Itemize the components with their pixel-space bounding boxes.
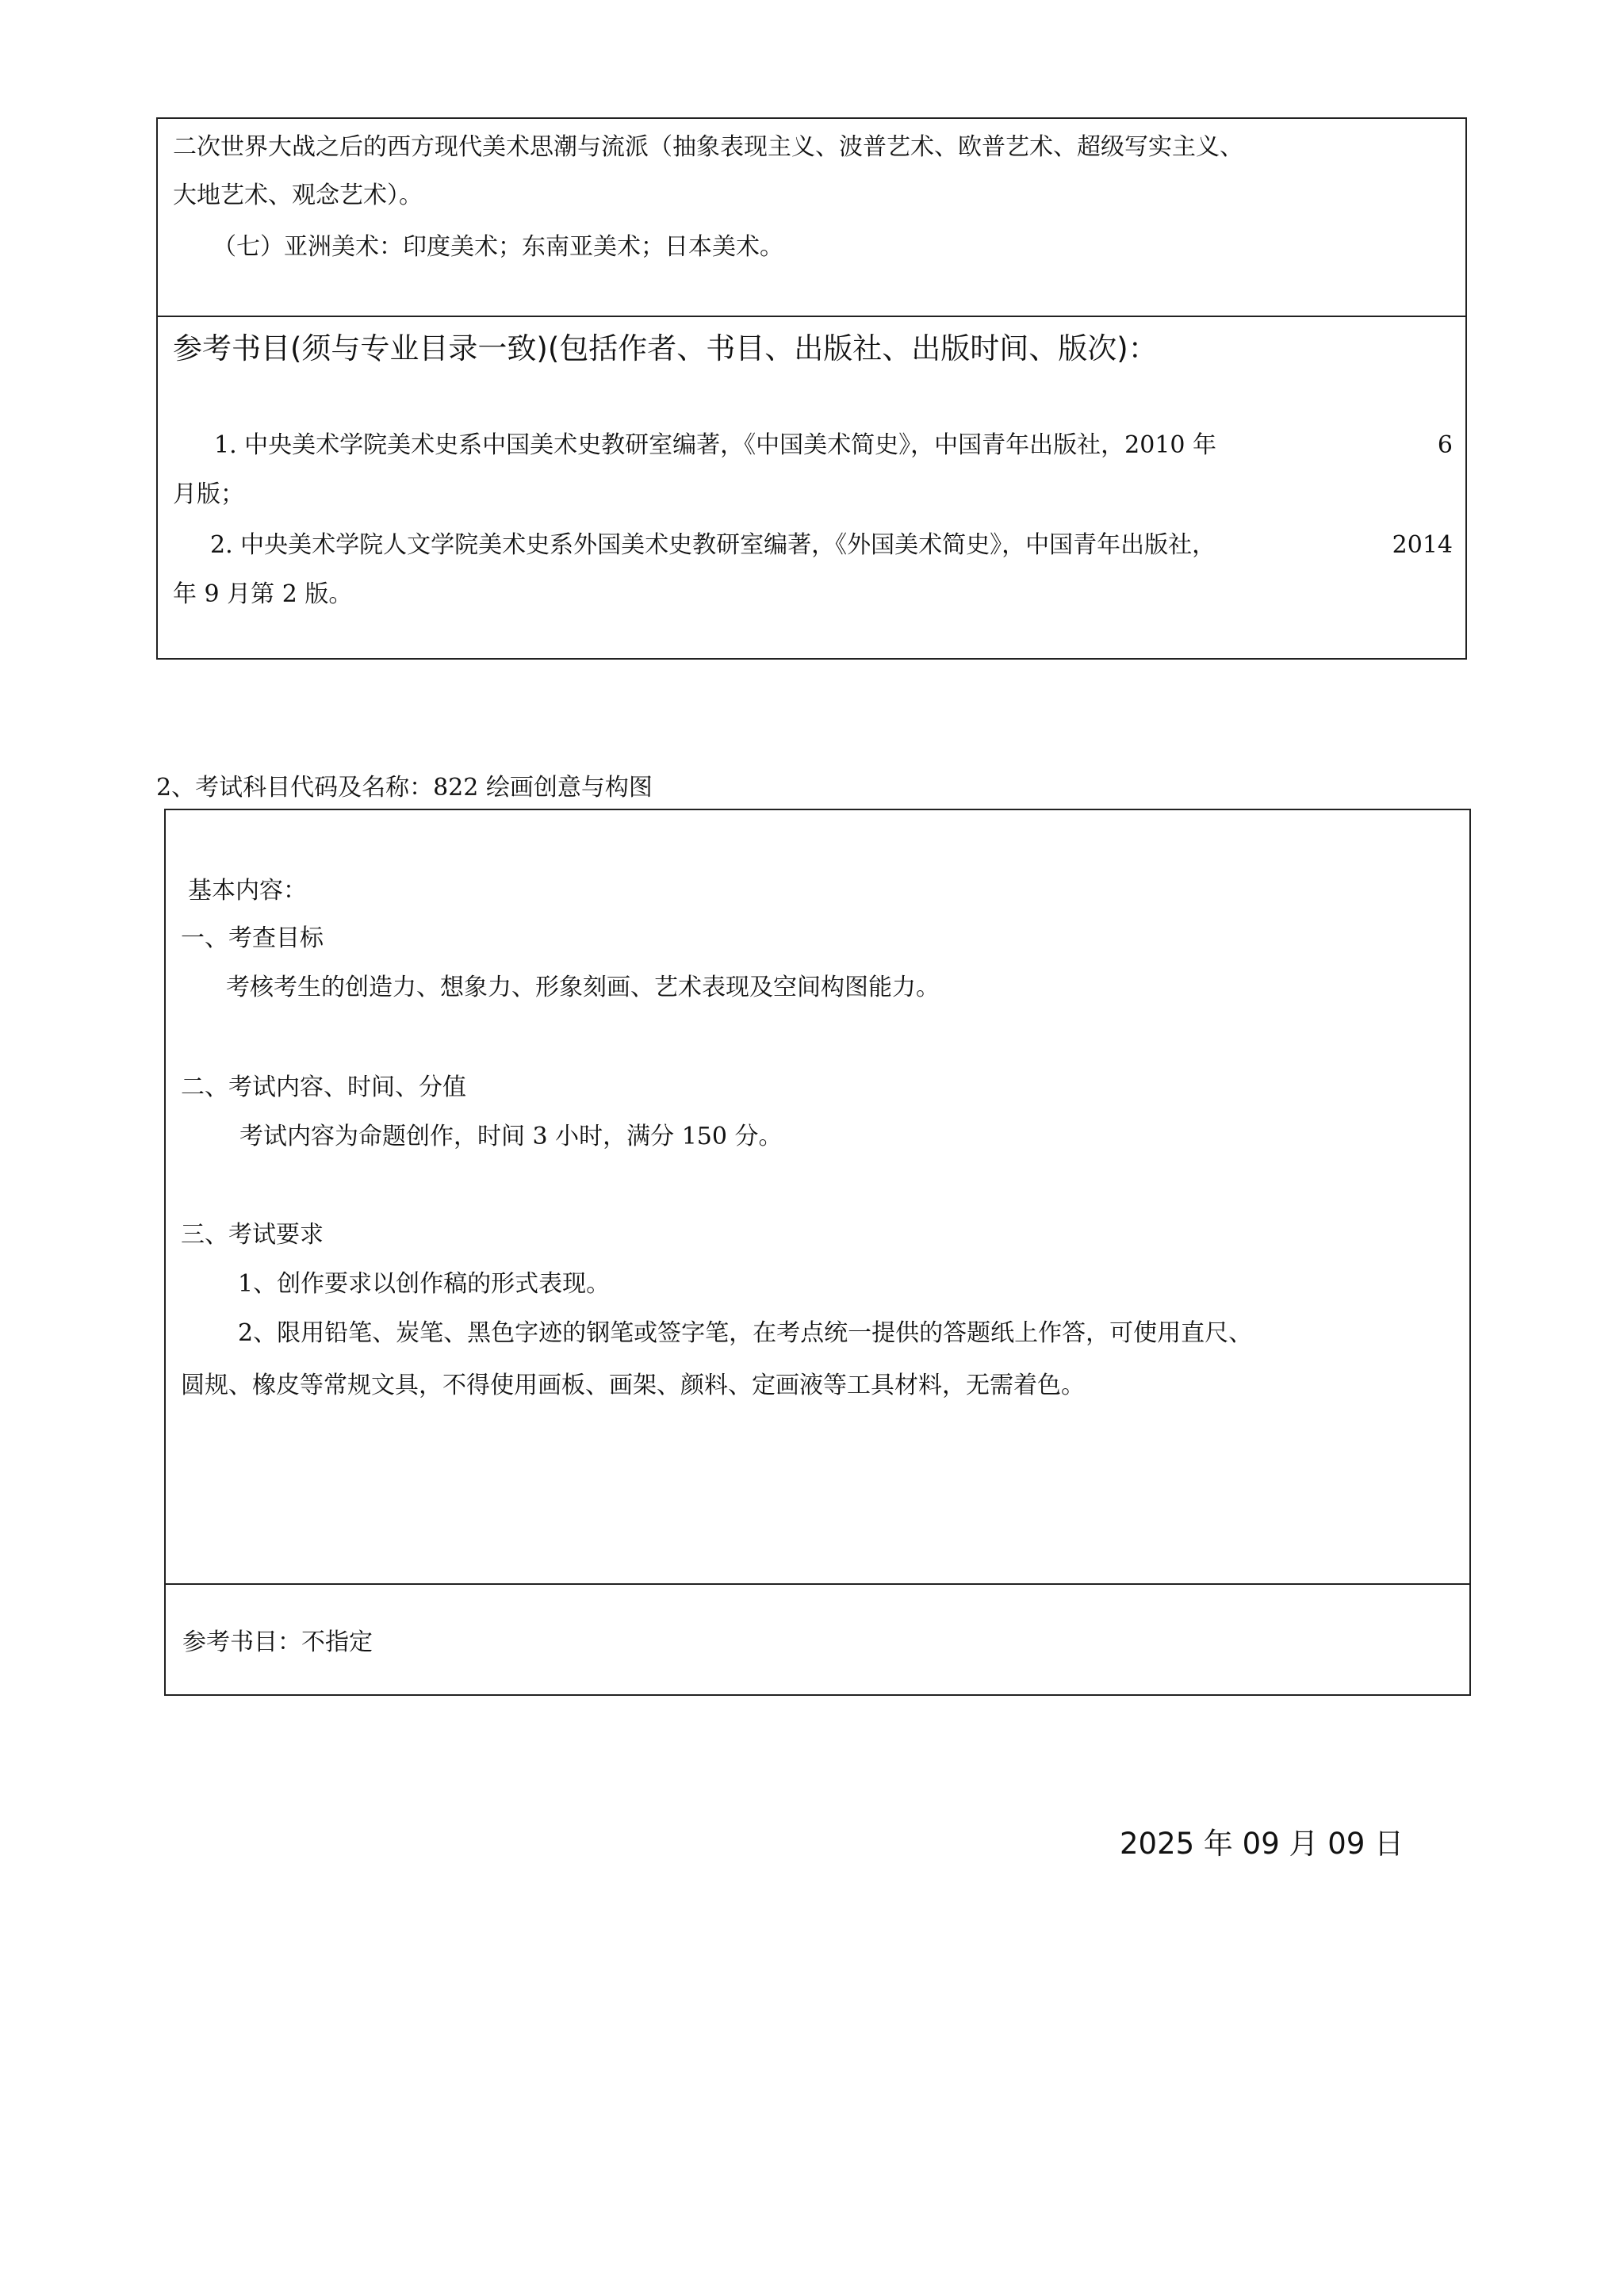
part2-text: 考试内容为命题创作，时间 3 小时，满分 150 分。 — [239, 1123, 783, 1150]
content-line-3: （七）亚洲美术：印度美术；东南亚美术；日本美术。 — [213, 233, 783, 261]
part2-heading: 二、考试内容、时间、分值 — [181, 1073, 466, 1101]
section2-title: 2、考试科目代码及名称：822 绘画创意与构图 — [156, 774, 653, 802]
part3-item1: 1、创作要求以创作稿的形式表现。 — [238, 1270, 611, 1298]
document-date: 2025 年 09 月 09 日 — [1120, 1827, 1404, 1861]
basic-content-label: 基本内容： — [188, 877, 307, 905]
part3-item2-line1: 2、限用铅笔、炭笔、黑色字迹的钢笔或签字笔，在考点统一提供的答题纸上作答，可使用直尺、 — [238, 1319, 1253, 1347]
reference-2-text: 2. 中央美术学院人文学院美术史系外国美术史教研室编著，《外国美术简史》，中国青年出版社， — [210, 531, 1216, 559]
part1-heading: 一、考查目标 — [181, 924, 324, 952]
reference-1-tail: 6 — [1437, 431, 1453, 459]
content-line-1: 二次世界大战之后的西方现代美术思潮与流派（抽象表现主义、波普艺术、欧普艺术、超级写实主义、 — [173, 133, 1243, 161]
section1-divider — [156, 316, 1467, 317]
content-line-2: 大地艺术、观念艺术）。 — [173, 182, 423, 209]
section2-box — [164, 809, 1471, 1696]
references-heading: 参考书目(须与专业目录一致)(包括作者、书目、出版社、出版时间、版次)： — [173, 331, 1158, 365]
reference-1-text: 1. 中央美术学院美术史系中国美术史教研室编著，《中国美术简史》，中国青年出版社，2010 年 — [214, 431, 1217, 459]
part3-heading: 三、考试要求 — [181, 1221, 324, 1249]
reference-2-line-2: 年 9 月第 2 版。 — [173, 580, 353, 608]
reference-1-line-2: 月版； — [173, 480, 244, 508]
section2-references: 参考书目：不指定 — [182, 1628, 373, 1656]
section2-divider — [164, 1583, 1471, 1585]
reference-2-line-1 — [210, 528, 1453, 563]
part3-item2-line2: 圆规、橡皮等常规文具，不得使用画板、画架、颜料、定画液等工具材料，无需着色。 — [181, 1372, 1085, 1399]
part1-text: 考核考生的创造力、想象力、形象刻画、艺术表现及空间构图能力。 — [226, 974, 940, 1001]
reference-1-line-1 — [214, 428, 1453, 463]
reference-2-tail: 2014 — [1392, 531, 1453, 559]
